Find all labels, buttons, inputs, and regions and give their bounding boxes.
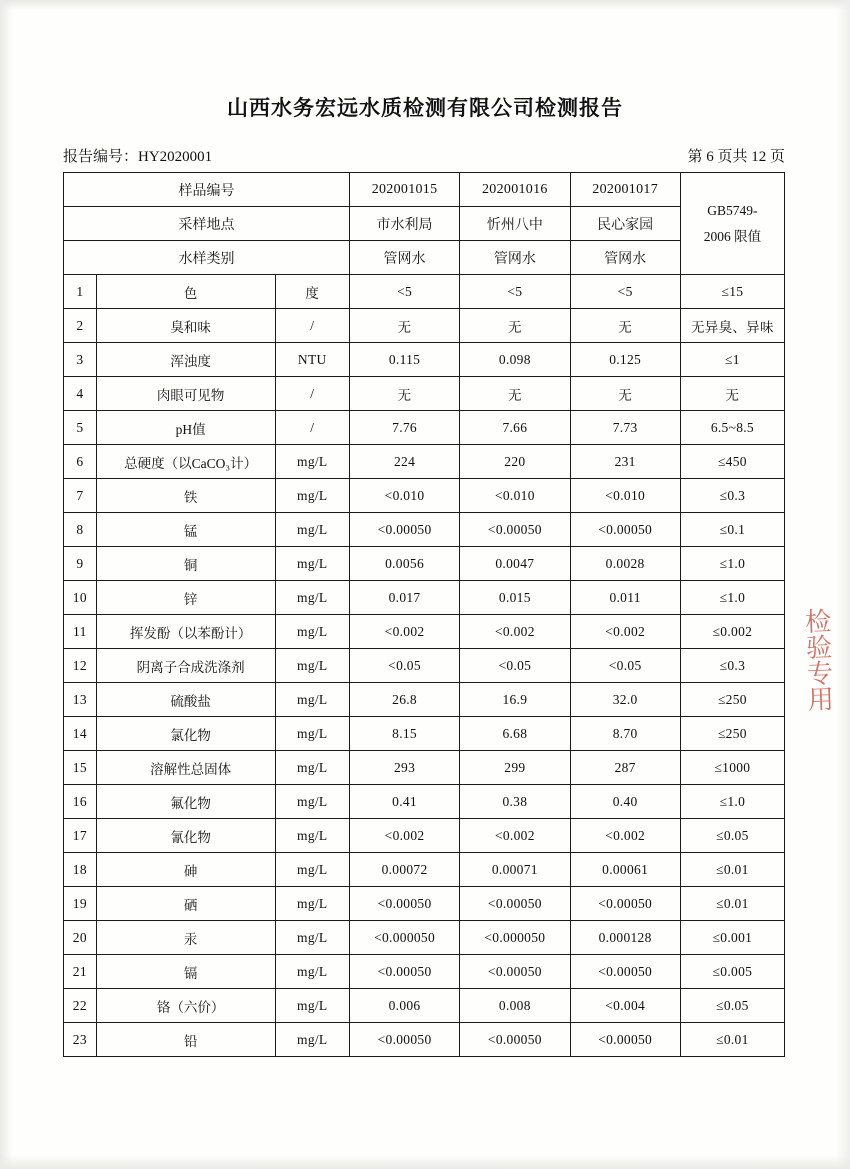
row-item-name: 挥发酚（以苯酚计） bbox=[96, 615, 275, 649]
table-header-row-sample-site bbox=[64, 207, 785, 241]
row-unit: mg/L bbox=[275, 819, 349, 853]
row-standard-limit: ≤0.01 bbox=[680, 853, 784, 887]
row-value-sample3: 无 bbox=[570, 309, 680, 343]
row-item-name: 锌 bbox=[96, 581, 275, 615]
row-standard-limit: ≤250 bbox=[680, 717, 784, 751]
row-value-sample3: <0.00050 bbox=[570, 513, 680, 547]
row-index: 11 bbox=[64, 615, 97, 649]
row-value-sample2: 0.00071 bbox=[460, 853, 570, 887]
row-value-sample3: 0.40 bbox=[570, 785, 680, 819]
row-value-sample3: 0.0028 bbox=[570, 547, 680, 581]
row-unit: mg/L bbox=[275, 853, 349, 887]
row-value-sample3: <0.05 bbox=[570, 649, 680, 683]
row-index: 5 bbox=[64, 411, 97, 445]
row-standard-limit: ≤0.001 bbox=[680, 921, 784, 955]
row-value-sample3: 0.000128 bbox=[570, 921, 680, 955]
row-value-sample2: 6.68 bbox=[460, 717, 570, 751]
row-value-sample1: <0.00050 bbox=[349, 513, 459, 547]
standard-line1: GB5749- bbox=[707, 202, 758, 218]
scan-edge-top bbox=[0, 0, 850, 10]
row-unit: mg/L bbox=[275, 955, 349, 989]
row-value-sample2: <0.00050 bbox=[460, 955, 570, 989]
row-value-sample1: 0.0056 bbox=[349, 547, 459, 581]
row-value-sample2: 7.66 bbox=[460, 411, 570, 445]
page-title: 山西水务宏远水质检测有限公司检测报告 bbox=[227, 96, 623, 120]
row-value-sample3: <0.00050 bbox=[570, 955, 680, 989]
row-item-name: 硒 bbox=[96, 887, 275, 921]
table-row bbox=[64, 1023, 785, 1057]
row-index: 19 bbox=[64, 887, 97, 921]
row-index: 1 bbox=[64, 275, 97, 309]
row-value-sample3: 32.0 bbox=[570, 683, 680, 717]
row-item-name: 总硬度（以CaCO₃计） bbox=[96, 445, 275, 479]
row-value-sample1: 224 bbox=[349, 445, 459, 479]
row-index: 3 bbox=[64, 343, 97, 377]
row-value-sample1: 293 bbox=[349, 751, 459, 785]
row-value-sample2: <0.002 bbox=[460, 819, 570, 853]
row-value-sample1: 0.017 bbox=[349, 581, 459, 615]
row-index: 21 bbox=[64, 955, 97, 989]
row-item-name: 臭和味 bbox=[96, 309, 275, 343]
row-value-sample2: <0.05 bbox=[460, 649, 570, 683]
row-value-sample1: 26.8 bbox=[349, 683, 459, 717]
table-row bbox=[64, 955, 785, 989]
red-seal-stamp: 检验专用 bbox=[801, 607, 834, 713]
row-standard-limit: ≤0.002 bbox=[680, 615, 784, 649]
row-standard-limit: ≤0.05 bbox=[680, 989, 784, 1023]
row-unit: 度 bbox=[275, 275, 349, 309]
report-number: 报告编号：HY2020001 bbox=[63, 149, 213, 165]
table-header-row-sample-type bbox=[64, 241, 785, 275]
row-value-sample1: 0.41 bbox=[349, 785, 459, 819]
row-standard-limit: ≤1.0 bbox=[680, 581, 784, 615]
row-item-name: 阴离子合成洗涤剂 bbox=[96, 649, 275, 683]
table-row bbox=[64, 649, 785, 683]
row-value-sample1: <0.00050 bbox=[349, 955, 459, 989]
row-value-sample2: 0.0047 bbox=[460, 547, 570, 581]
row-value-sample3: 8.70 bbox=[570, 717, 680, 751]
header-label-sample-site: 采样地点 bbox=[64, 207, 350, 241]
row-standard-limit: ≤1 bbox=[680, 343, 784, 377]
row-unit: / bbox=[275, 411, 349, 445]
row-unit: mg/L bbox=[275, 989, 349, 1023]
table-row bbox=[64, 615, 785, 649]
row-value-sample2: 16.9 bbox=[460, 683, 570, 717]
row-value-sample1: <0.000050 bbox=[349, 921, 459, 955]
row-unit: mg/L bbox=[275, 547, 349, 581]
row-standard-limit: ≤15 bbox=[680, 275, 784, 309]
row-item-name: 肉眼可见物 bbox=[96, 377, 275, 411]
row-value-sample1: 8.15 bbox=[349, 717, 459, 751]
row-index: 8 bbox=[64, 513, 97, 547]
row-item-name: 汞 bbox=[96, 921, 275, 955]
row-item-name: 硫酸盐 bbox=[96, 683, 275, 717]
row-value-sample2: <0.000050 bbox=[460, 921, 570, 955]
row-value-sample1: <0.05 bbox=[349, 649, 459, 683]
row-item-name: 色 bbox=[96, 275, 275, 309]
row-item-name: 氰化物 bbox=[96, 819, 275, 853]
row-standard-limit: ≤450 bbox=[680, 445, 784, 479]
header-label-sample-type: 水样类别 bbox=[64, 241, 350, 275]
row-value-sample1: 无 bbox=[349, 377, 459, 411]
table-row bbox=[64, 751, 785, 785]
row-value-sample3: <0.002 bbox=[570, 615, 680, 649]
row-value-sample2: 0.098 bbox=[460, 343, 570, 377]
row-item-name: 氯化物 bbox=[96, 717, 275, 751]
row-value-sample2: <0.00050 bbox=[460, 1023, 570, 1057]
scan-edge-left bbox=[0, 0, 12, 1169]
row-item-name: 铅 bbox=[96, 1023, 275, 1057]
row-index: 17 bbox=[64, 819, 97, 853]
row-unit: mg/L bbox=[275, 785, 349, 819]
row-item-name: 镉 bbox=[96, 955, 275, 989]
table-row bbox=[64, 275, 785, 309]
row-standard-limit: 无 bbox=[680, 377, 784, 411]
row-item-name: 砷 bbox=[96, 853, 275, 887]
scan-edge-bottom bbox=[0, 1155, 850, 1169]
row-item-name: 铬（六价） bbox=[96, 989, 275, 1023]
table-row bbox=[64, 853, 785, 887]
header-label-sample-id: 样品编号 bbox=[64, 173, 350, 207]
row-index: 6 bbox=[64, 445, 97, 479]
row-index: 16 bbox=[64, 785, 97, 819]
table-row bbox=[64, 377, 785, 411]
table-row bbox=[64, 989, 785, 1023]
row-standard-limit: ≤0.005 bbox=[680, 955, 784, 989]
header-sample-type-3: 管网水 bbox=[570, 241, 680, 275]
row-unit: / bbox=[275, 377, 349, 411]
row-index: 23 bbox=[64, 1023, 97, 1057]
results-table bbox=[63, 172, 785, 1057]
table-row bbox=[64, 309, 785, 343]
header-sample-type-1: 管网水 bbox=[349, 241, 459, 275]
row-standard-limit: ≤1.0 bbox=[680, 785, 784, 819]
row-item-name: 氟化物 bbox=[96, 785, 275, 819]
row-unit: / bbox=[275, 309, 349, 343]
row-unit: mg/L bbox=[275, 1023, 349, 1057]
table-row bbox=[64, 785, 785, 819]
row-index: 7 bbox=[64, 479, 97, 513]
row-index: 22 bbox=[64, 989, 97, 1023]
row-unit: mg/L bbox=[275, 479, 349, 513]
row-value-sample1: 0.115 bbox=[349, 343, 459, 377]
row-unit: mg/L bbox=[275, 921, 349, 955]
row-unit: mg/L bbox=[275, 615, 349, 649]
row-value-sample2: 0.015 bbox=[460, 581, 570, 615]
row-value-sample1: <0.00050 bbox=[349, 887, 459, 921]
header-sample-id-1: 202001015 bbox=[349, 173, 459, 207]
row-value-sample2: <0.010 bbox=[460, 479, 570, 513]
standard-line2: 2006 限值 bbox=[703, 228, 762, 244]
header-sample-site-1: 市水利局 bbox=[349, 207, 459, 241]
table-row bbox=[64, 921, 785, 955]
row-unit: mg/L bbox=[275, 751, 349, 785]
row-unit: mg/L bbox=[275, 683, 349, 717]
header-sample-type-2: 管网水 bbox=[460, 241, 570, 275]
row-value-sample2: 无 bbox=[460, 377, 570, 411]
row-index: 20 bbox=[64, 921, 97, 955]
row-standard-limit: ≤0.3 bbox=[680, 649, 784, 683]
table-row bbox=[64, 547, 785, 581]
row-index: 13 bbox=[64, 683, 97, 717]
row-value-sample3: <0.004 bbox=[570, 989, 680, 1023]
row-value-sample2: <0.00050 bbox=[460, 513, 570, 547]
row-item-name: 溶解性总固体 bbox=[96, 751, 275, 785]
row-standard-limit: ≤1.0 bbox=[680, 547, 784, 581]
row-value-sample1: <0.010 bbox=[349, 479, 459, 513]
row-value-sample2: <5 bbox=[460, 275, 570, 309]
table-row bbox=[64, 411, 785, 445]
row-value-sample2: <0.002 bbox=[460, 615, 570, 649]
table-row bbox=[64, 343, 785, 377]
row-index: 18 bbox=[64, 853, 97, 887]
row-index: 14 bbox=[64, 717, 97, 751]
row-index: 2 bbox=[64, 309, 97, 343]
row-value-sample3: 0.125 bbox=[570, 343, 680, 377]
row-unit: mg/L bbox=[275, 887, 349, 921]
report-meta bbox=[63, 145, 785, 165]
row-value-sample3: <0.002 bbox=[570, 819, 680, 853]
row-unit: mg/L bbox=[275, 513, 349, 547]
row-standard-limit: ≤0.3 bbox=[680, 479, 784, 513]
row-value-sample2: 220 bbox=[460, 445, 570, 479]
header-sample-site-2: 忻州八中 bbox=[460, 207, 570, 241]
row-index: 4 bbox=[64, 377, 97, 411]
table-row bbox=[64, 819, 785, 853]
row-value-sample3: <0.00050 bbox=[570, 1023, 680, 1057]
scan-edge-right bbox=[836, 0, 850, 1169]
row-value-sample2: <0.00050 bbox=[460, 887, 570, 921]
row-value-sample1: 0.006 bbox=[349, 989, 459, 1023]
header-sample-site-3: 民心家园 bbox=[570, 207, 680, 241]
row-index: 9 bbox=[64, 547, 97, 581]
row-value-sample1: 0.00072 bbox=[349, 853, 459, 887]
row-index: 12 bbox=[64, 649, 97, 683]
table-row bbox=[64, 445, 785, 479]
header-sample-id-3: 202001017 bbox=[570, 173, 680, 207]
row-standard-limit: ≤0.1 bbox=[680, 513, 784, 547]
row-value-sample1: 无 bbox=[349, 309, 459, 343]
table-row bbox=[64, 513, 785, 547]
row-value-sample3: 0.00061 bbox=[570, 853, 680, 887]
row-standard-limit: 无异臭、异味 bbox=[680, 309, 784, 343]
row-value-sample3: 287 bbox=[570, 751, 680, 785]
row-value-sample2: 无 bbox=[460, 309, 570, 343]
row-standard-limit: ≤0.01 bbox=[680, 1023, 784, 1057]
row-value-sample3: 0.011 bbox=[570, 581, 680, 615]
row-unit: mg/L bbox=[275, 649, 349, 683]
row-value-sample1: 7.76 bbox=[349, 411, 459, 445]
row-standard-limit: ≤0.01 bbox=[680, 887, 784, 921]
row-item-name: pH值 bbox=[96, 411, 275, 445]
row-unit: mg/L bbox=[275, 581, 349, 615]
row-unit: mg/L bbox=[275, 717, 349, 751]
row-unit: NTU bbox=[275, 343, 349, 377]
row-value-sample3: <0.010 bbox=[570, 479, 680, 513]
row-standard-limit: ≤0.05 bbox=[680, 819, 784, 853]
table-row bbox=[64, 683, 785, 717]
row-item-name: 铜 bbox=[96, 547, 275, 581]
table-row bbox=[64, 479, 785, 513]
row-value-sample1: <0.00050 bbox=[349, 1023, 459, 1057]
row-item-name: 铁 bbox=[96, 479, 275, 513]
row-value-sample3: 231 bbox=[570, 445, 680, 479]
row-index: 15 bbox=[64, 751, 97, 785]
page-indicator: 第 6 页共 12 页 bbox=[687, 149, 785, 165]
row-value-sample2: 0.008 bbox=[460, 989, 570, 1023]
row-value-sample3: 7.73 bbox=[570, 411, 680, 445]
row-unit: mg/L bbox=[275, 445, 349, 479]
row-standard-limit: ≤1000 bbox=[680, 751, 784, 785]
table-header-row-sample-id bbox=[64, 173, 785, 207]
row-value-sample1: <0.002 bbox=[349, 615, 459, 649]
table-row bbox=[64, 717, 785, 751]
row-value-sample3: 无 bbox=[570, 377, 680, 411]
row-value-sample1: <0.002 bbox=[349, 819, 459, 853]
row-value-sample1: <5 bbox=[349, 275, 459, 309]
header-standard-limit bbox=[680, 173, 784, 275]
header-sample-id-2: 202001016 bbox=[460, 173, 570, 207]
row-standard-limit: 6.5~8.5 bbox=[680, 411, 784, 445]
row-value-sample2: 0.38 bbox=[460, 785, 570, 819]
row-item-name: 锰 bbox=[96, 513, 275, 547]
row-item-name: 浑浊度 bbox=[96, 343, 275, 377]
table-row bbox=[64, 887, 785, 921]
row-value-sample2: 299 bbox=[460, 751, 570, 785]
row-value-sample3: <0.00050 bbox=[570, 887, 680, 921]
row-value-sample3: <5 bbox=[570, 275, 680, 309]
row-standard-limit: ≤250 bbox=[680, 683, 784, 717]
row-index: 10 bbox=[64, 581, 97, 615]
table-row bbox=[64, 581, 785, 615]
